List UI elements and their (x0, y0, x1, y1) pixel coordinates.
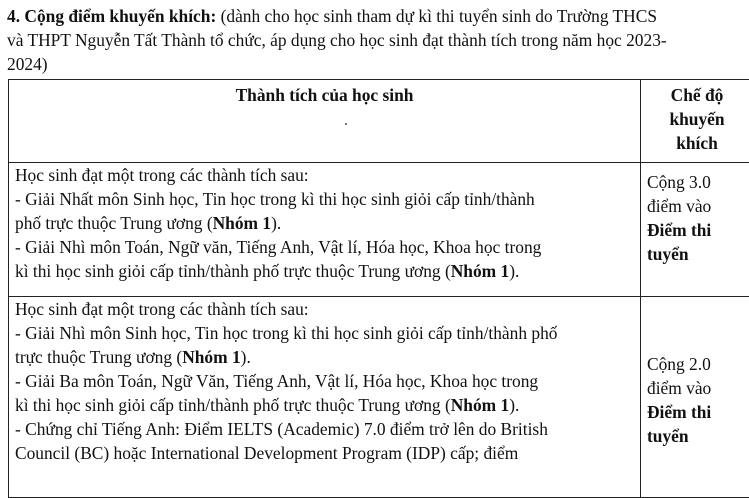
heading-line-1 (7, 4, 749, 28)
reward-text: điểm vào (647, 194, 749, 218)
heading-line1-rest: (dành cho học sinh tham dự kì thi tuyển sinh do Trường THCS (216, 6, 657, 26)
achievement-text: kì thi học sinh giỏi cấp tỉnh/thành phố trực thuộc Trung ương ( (15, 261, 451, 281)
header-reward-line-3: khích (645, 131, 749, 155)
reward-target-2: tuyển (647, 424, 749, 448)
achievement-line: - Giải Nhất môn Sinh học, Tin học trong kì thi học sinh giỏi cấp tỉnh/thành (15, 187, 640, 211)
achievement-table (8, 79, 749, 498)
achievement-line: Council (BC) hoặc International Development Program (IDP) cấp; điểm (15, 441, 640, 465)
achievement-text: ). (509, 395, 519, 415)
heading-line-3: 2024) (7, 52, 749, 76)
reward-target: Điểm thi (647, 400, 749, 424)
achievement-line (15, 393, 640, 417)
heading-number: 4. (7, 6, 20, 26)
header-reward (641, 80, 749, 163)
group-label: Nhóm 1 (451, 395, 509, 415)
achievement-line: Học sinh đạt một trong các thành tích sau: (15, 297, 640, 321)
achievement-text: phố trực thuộc Trung ương ( (15, 213, 213, 233)
reward-target-2: tuyển (647, 242, 749, 266)
group-label: Nhóm 1 (213, 213, 271, 233)
table-row (9, 163, 749, 297)
achievement-text: ). (271, 213, 281, 233)
group-label: Nhóm 1 (182, 347, 240, 367)
achievement-line: - Giải Nhì môn Toán, Ngữ văn, Tiếng Anh, Vật lí, Hóa học, Khoa học trong (15, 235, 640, 259)
heading-title: Cộng điểm khuyến khích: (24, 6, 216, 26)
achievement-line: - Giải Ba môn Toán, Ngữ Văn, Tiếng Anh, Vật lí, Hóa học, Khoa học trong (15, 369, 640, 393)
reward-amount: Cộng 3.0 (647, 170, 749, 194)
reward-cell-2 (641, 297, 749, 498)
reward-target: Điểm thi (647, 218, 749, 242)
header-reward-line-1: Chế độ (645, 83, 749, 107)
achievement-text: trực thuộc Trung ương ( (15, 347, 182, 367)
achievement-cell-1 (9, 163, 641, 297)
achievement-line: Học sinh đạt một trong các thành tích sau: (15, 163, 640, 187)
reward-amount: Cộng 2.0 (647, 352, 749, 376)
reward-text: điểm vào (647, 376, 749, 400)
achievement-line (15, 345, 640, 369)
achievement-line: - Chứng chỉ Tiếng Anh: Điểm IELTS (Academic) 7.0 điểm trở lên do British (15, 417, 640, 441)
achievement-line (15, 211, 640, 235)
table-row (9, 297, 749, 498)
header-achievement: Thành tích của học sinh (9, 80, 641, 163)
achievement-line (15, 259, 640, 283)
achievement-line: - Giải Nhì môn Sinh học, Tin học trong kì thi học sinh giỏi cấp tỉnh/thành phố (15, 321, 640, 345)
heading-line-2: và THPT Nguyễn Tất Thành tổ chức, áp dụng cho học sinh đạt thành tích trong năm học 2023- (7, 28, 749, 52)
section-heading (7, 4, 749, 76)
group-label: Nhóm 1 (451, 261, 509, 281)
achievement-text: ). (509, 261, 519, 281)
achievement-text: kì thi học sinh giỏi cấp tỉnh/thành phố trực thuộc Trung ương ( (15, 395, 451, 415)
achievement-cell-2 (9, 297, 641, 498)
achievement-text: ). (241, 347, 251, 367)
reward-cell-1 (641, 163, 749, 297)
header-reward-line-2: khuyến (645, 107, 749, 131)
table-header-row (9, 80, 749, 163)
